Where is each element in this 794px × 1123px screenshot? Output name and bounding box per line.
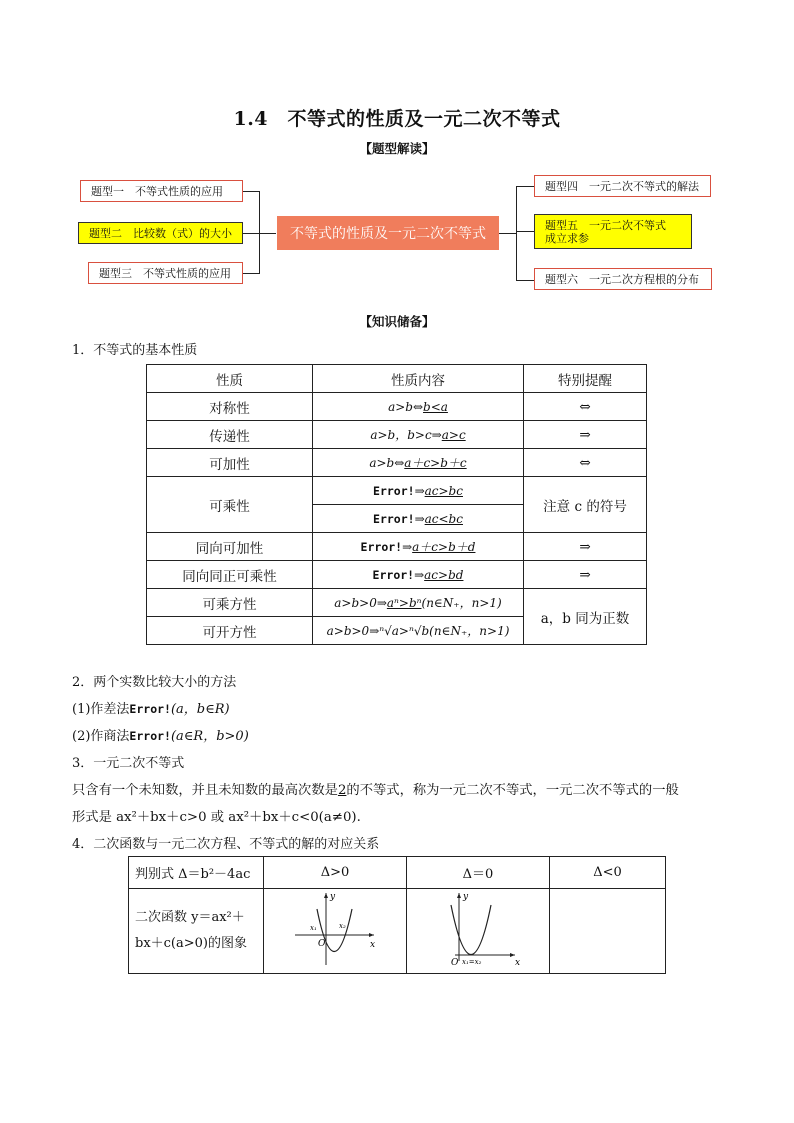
table-row <box>147 393 647 421</box>
table-row <box>147 561 647 589</box>
property-note: ⇒ <box>524 533 647 561</box>
table-row <box>147 589 647 617</box>
method-divide: (2)作商法Error!(a∈R，b>0) <box>72 729 249 744</box>
mindmap-center: 不等式的性质及一元二次不等式 <box>277 216 499 250</box>
root-label: x₁ <box>310 924 317 932</box>
property-content: Error!⇒ac>bc <box>313 477 524 505</box>
property-name: 可加性 <box>147 449 313 477</box>
origin-label: O <box>451 958 459 968</box>
root-label: x₁=x₂ <box>462 958 482 966</box>
method-subtract: (1)作差法Error!(a，b∈R) <box>72 702 230 717</box>
mindmap-left-item-2: 题型二 比较数（式）的大小 <box>78 222 243 244</box>
properties-table <box>146 364 647 645</box>
row-label: 二次函数 y＝ax²＋ bx＋c(a>0)的图象 <box>129 889 264 974</box>
definition-line-2: 形式是 ax²＋bx＋c>0 或 ax²＋bx＋c<0(a≠0). <box>72 810 361 825</box>
property-content: a>b⇔a＋c>b＋c <box>313 449 524 477</box>
section-heading-knowledge: 【知识储备】 <box>359 314 435 329</box>
table-header: 特别提醒 <box>524 365 647 393</box>
graph-one-root <box>407 889 550 974</box>
property-note: ⇒ <box>524 421 647 449</box>
property-name: 可开方性 <box>147 617 313 645</box>
root-label: x₂ <box>339 922 346 930</box>
property-content: a>b⇔b<a <box>313 393 524 421</box>
property-name: 同向可加性 <box>147 533 313 561</box>
heading-2: 2．两个实数比较大小的方法 <box>72 675 237 690</box>
property-name: 传递性 <box>147 421 313 449</box>
property-name: 同向同正可乘性 <box>147 561 313 589</box>
mindmap-right-item-3: 题型六 一元二次方程根的分布 <box>534 268 712 290</box>
table-header: 判别式 Δ＝b²－4ac <box>129 857 264 889</box>
table-header: Δ<0 <box>550 857 666 889</box>
property-name: 可乘方性 <box>147 589 313 617</box>
property-name: 对称性 <box>147 393 313 421</box>
table-row <box>147 449 647 477</box>
property-note: ⇔ <box>524 393 647 421</box>
definition-line-1: 只含有一个未知数，并且未知数的最高次数是2的不等式，称为一元二次不等式，一元二次不等式的一般 <box>72 783 679 798</box>
property-name: 可乘性 <box>147 477 313 533</box>
mindmap-left-item-1: 题型一 不等式性质的应用 <box>80 180 243 202</box>
page-title: 1.4 不等式的性质及一元二次不等式 <box>233 108 561 130</box>
table-header: Δ>0 <box>264 857 407 889</box>
property-content: Error!⇒ac>bd <box>313 561 524 589</box>
origin-label: O <box>318 939 326 949</box>
parabola-one-root-graph <box>433 889 523 969</box>
graph-no-roots <box>550 889 666 974</box>
property-content: a>b>0⇒ⁿ√a>ⁿ√b(n∈N₊，n>1) <box>313 617 524 645</box>
mindmap-left-item-3: 题型三 不等式性质的应用 <box>88 262 243 284</box>
property-content: Error!⇒ac<bc <box>313 505 524 533</box>
table-row <box>147 477 647 505</box>
axis-x-label: x <box>370 940 376 950</box>
graph-two-roots <box>264 889 407 974</box>
table-row <box>147 533 647 561</box>
heading-1: 1．不等式的基本性质 <box>72 343 198 358</box>
property-content: Error!⇒a＋c>b＋d <box>313 533 524 561</box>
table-header: 性质 <box>147 365 313 393</box>
property-note: a，b 同为正数 <box>524 589 647 645</box>
heading-4: 4．二次函数与一元二次方程、不等式的解的对应关系 <box>72 837 380 852</box>
table-header: 性质内容 <box>313 365 524 393</box>
property-content: a>b，b>c⇒a>c <box>313 421 524 449</box>
parabola-two-roots-graph <box>290 889 380 969</box>
mindmap-right-item-1: 题型四 一元二次不等式的解法 <box>534 175 711 197</box>
property-note: ⇔ <box>524 449 647 477</box>
property-content: a>b>0⇒aⁿ>bⁿ(n∈N₊，n>1) <box>313 589 524 617</box>
axis-y-label: y <box>463 892 469 902</box>
discriminant-table <box>128 856 666 974</box>
section-heading-types: 【题型解读】 <box>359 141 435 156</box>
property-note: 注意 c 的符号 <box>524 477 647 533</box>
axis-y-label: y <box>330 892 336 902</box>
table-row <box>147 421 647 449</box>
mindmap-right-item-2: 题型五 一元二次不等式成立求参 <box>534 214 692 249</box>
table-header: Δ＝0 <box>407 857 550 889</box>
property-note: ⇒ <box>524 561 647 589</box>
axis-x-label: x <box>515 958 521 968</box>
heading-3: 3．一元二次不等式 <box>72 756 185 771</box>
